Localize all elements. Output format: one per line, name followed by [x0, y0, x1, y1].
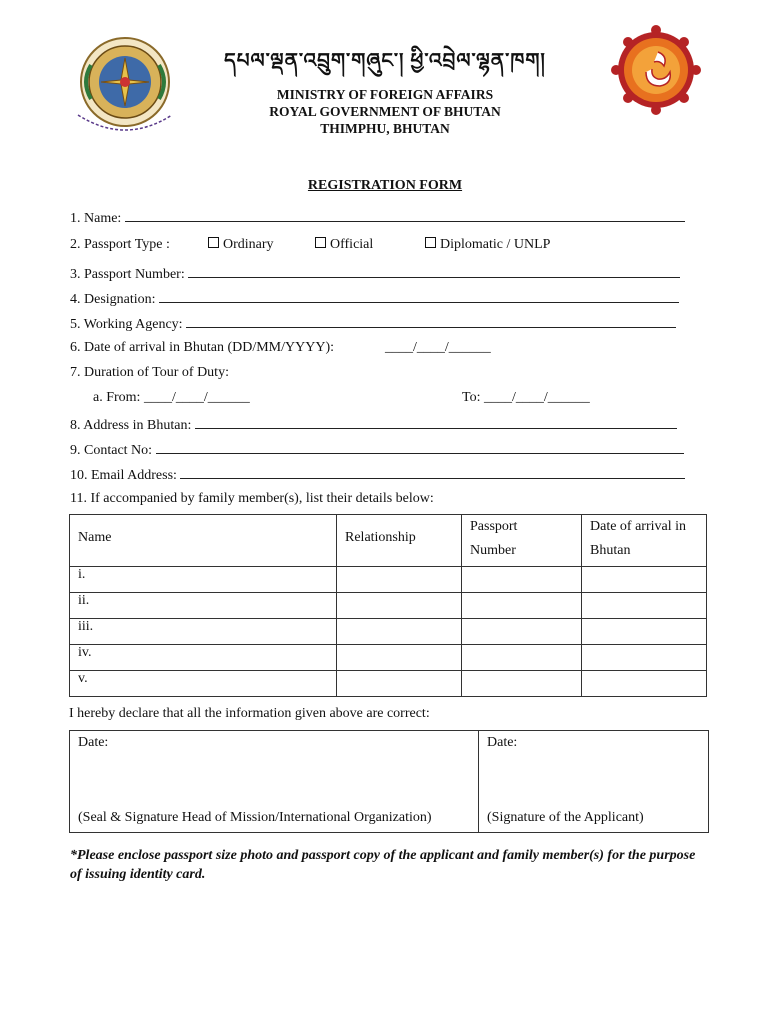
working-agency-row	[70, 314, 676, 333]
declaration-text: I hereby declare that all the information given above are correct:	[69, 706, 430, 721]
duration-label: 7. Duration of Tour of Duty:	[70, 365, 229, 380]
duration-row	[70, 365, 229, 381]
working-agency-label: 5. Working Agency:	[70, 317, 183, 332]
ordinary-option[interactable]	[208, 237, 274, 253]
family-table	[69, 514, 707, 697]
applicant-signature-box[interactable]	[479, 731, 709, 833]
diplomatic-option[interactable]	[425, 237, 550, 253]
email-field[interactable]	[180, 465, 685, 479]
table-row: ii.	[70, 593, 707, 619]
arrival-date-row	[70, 340, 491, 356]
from-row	[93, 390, 250, 406]
header-passport-number: Passport Number	[462, 515, 582, 567]
contact-label: 9. Contact No:	[70, 443, 153, 458]
form-title: REGISTRATION FORM	[307, 178, 463, 193]
address-label: 8. Address in Bhutan:	[70, 418, 192, 433]
ministry-heading	[0, 86, 770, 137]
table-row: i.	[70, 567, 707, 593]
passport-type-row	[70, 237, 551, 253]
header-name: Name	[70, 515, 337, 567]
email-row	[70, 465, 685, 484]
designation-field[interactable]	[159, 289, 679, 303]
table-row: iv.	[70, 645, 707, 671]
ministry-line-1: MINISTRY OF FOREIGN AFFAIRS	[276, 87, 494, 102]
footnote: *Please enclose passport size photo and passport copy of the applicant and family member(s) for the purpose of issuing identity card.	[70, 848, 696, 882]
passport-number-field[interactable]	[188, 264, 680, 278]
to-row	[462, 390, 590, 406]
family-label: 11. If accompanied by family member(s), list their details below:	[70, 491, 434, 506]
address-field[interactable]	[195, 415, 677, 429]
applicant-date-label: Date:	[487, 735, 518, 750]
official-label: Official	[330, 237, 374, 252]
contact-row	[70, 440, 684, 459]
designation-row	[70, 289, 679, 308]
table-row: iii.	[70, 619, 707, 645]
official-option[interactable]	[315, 237, 373, 253]
signature-table	[69, 730, 709, 833]
arrival-date-label: 6. Date of arrival in Bhutan (DD/MM/YYYY):	[70, 340, 335, 355]
header-relationship: Relationship	[337, 515, 462, 567]
passport-number-row	[70, 264, 680, 283]
passport-number-label: 3. Passport Number:	[70, 267, 185, 282]
contact-field[interactable]	[156, 440, 684, 454]
to-field[interactable]: To: ____/____/______	[462, 390, 590, 405]
email-label: 10. Email Address:	[70, 468, 177, 483]
designation-label: 4. Designation:	[70, 292, 156, 307]
working-agency-field[interactable]	[186, 314, 676, 328]
mission-signature-caption: (Seal & Signature Head of Mission/International Organization)	[78, 810, 432, 825]
checkbox-icon[interactable]	[425, 237, 436, 248]
name-field[interactable]	[125, 208, 685, 222]
checkbox-icon[interactable]	[315, 237, 326, 248]
applicant-signature-caption: (Signature of the Applicant)	[487, 810, 644, 825]
arrival-date-field[interactable]: ____/____/______	[385, 340, 491, 355]
passport-type-label: 2. Passport Type :	[70, 237, 170, 252]
ordinary-label: Ordinary	[223, 237, 274, 252]
tibetan-title: དཔལ་ལྡན་འབྲུག་གཞུང་། ཕྱི་འབྲེལ་ལྷན་ཁག།	[224, 50, 546, 72]
mission-signature-box[interactable]	[70, 731, 479, 833]
checkbox-icon[interactable]	[208, 237, 219, 248]
ministry-line-2: ROYAL GOVERNMENT OF BHUTAN	[269, 104, 501, 119]
from-field[interactable]: a. From: ____/____/______	[93, 390, 250, 405]
ministry-line-3: THIMPHU, BHUTAN	[320, 121, 450, 136]
family-row	[70, 491, 434, 507]
header-arrival-date: Date of arrival in Bhutan	[582, 515, 707, 567]
address-row	[70, 415, 677, 434]
mission-date-label: Date:	[78, 735, 109, 750]
name-row	[70, 208, 685, 227]
name-label: 1. Name:	[70, 211, 122, 226]
family-table-header	[70, 515, 707, 567]
diplomatic-label: Diplomatic / UNLP	[440, 237, 551, 252]
table-row: v.	[70, 671, 707, 697]
